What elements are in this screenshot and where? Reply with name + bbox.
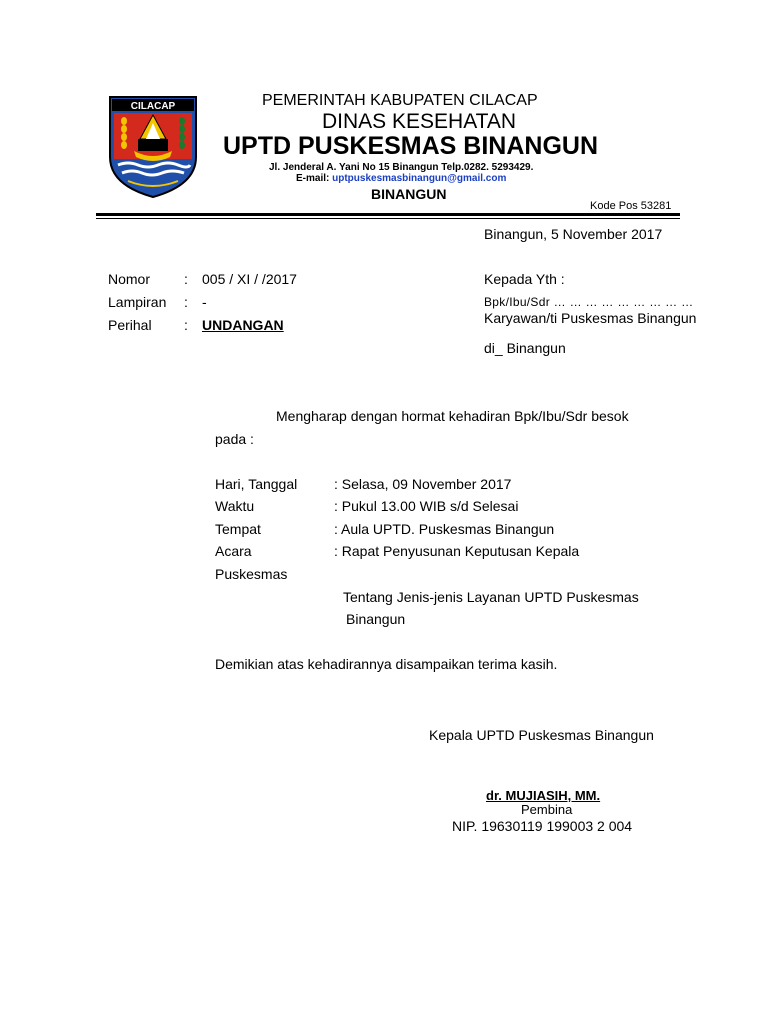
dept-name: DINAS KESEHATAN [322, 110, 517, 133]
event-cont2: Binangun [346, 611, 406, 627]
recipient-to: Kepada Yth : [484, 271, 565, 287]
meta-label-nomor: Nomor [108, 271, 151, 287]
signature-nip: NIP. 19630119 199003 2 004 [452, 818, 633, 834]
address: Jl. Jenderal A. Yani No 15 Binangun Telp.0282. 5293429. [269, 162, 534, 173]
postal-code: Kode Pos 53281 [590, 200, 672, 212]
email-label: E-mail: [296, 173, 333, 184]
signature-name: dr. MUJIASIH, MM. [486, 788, 601, 803]
detail-value-time: : Pukul 13.00 WIB s/d Selesai [334, 498, 519, 514]
header-rule-thin [96, 218, 680, 219]
meta-sep-lampiran: : [184, 294, 188, 310]
recipient-line2: Karyawan/ti Puskesmas Binangun [484, 310, 697, 326]
detail-label-place: Tempat [215, 521, 261, 537]
header-rule-thick [96, 213, 680, 216]
logo-text: CILACAP [130, 101, 176, 112]
meta-value-lampiran: - [202, 294, 207, 310]
intro-line1: Mengharap dengan hormat kehadiran Bpk/Ibu/Sdr besok [276, 408, 629, 424]
email-line [296, 173, 506, 184]
detail-value-event: : Rapat Penyusunan Keputusan Kepala [334, 543, 580, 559]
event-wrap: Puskesmas [215, 566, 288, 582]
detail-value-place: : Aula UPTD. Puskesmas Binangun [334, 521, 555, 537]
closing-text: Demikian atas kehadirannya disampaikan terima kasih. [215, 656, 558, 672]
signature-title: Kepala UPTD Puskesmas Binangun [429, 727, 654, 743]
meta-label-lampiran: Lampiran [108, 294, 167, 310]
meta-label-perihal: Perihal [108, 317, 152, 333]
detail-value-date: : Selasa, 09 November 2017 [334, 476, 512, 492]
recipient-line1: Bpk/Ibu/Sdr … … … … … … … … … [484, 295, 694, 309]
meta-value-perihal: UNDANGAN [202, 317, 284, 333]
meta-sep-perihal: : [184, 317, 188, 333]
org-name: UPTD PUSKESMAS BINANGUN [223, 132, 599, 160]
gov-name: PEMERINTAH KABUPATEN CILACAP [262, 92, 538, 109]
cilacap-logo [108, 95, 198, 199]
detail-label-time: Waktu [215, 498, 255, 514]
meta-value-nomor: 005 / XI / /2017 [202, 271, 297, 287]
city-name: BINANGUN [371, 186, 447, 202]
detail-label-event: Acara [215, 543, 252, 559]
meta-sep-nomor: : [184, 271, 188, 287]
detail-label-date: Hari, Tanggal [215, 476, 298, 492]
letter-date: Binangun, 5 November 2017 [484, 226, 663, 242]
event-cont1: Tentang Jenis-jenis Layanan UPTD Puskesmas [343, 589, 639, 605]
signature-rank: Pembina [521, 802, 573, 817]
email-address[interactable]: uptpuskesmasbinangun@gmail.com [332, 173, 507, 184]
recipient-line3: di_ Binangun [484, 340, 566, 356]
intro-line2: pada : [215, 431, 254, 447]
